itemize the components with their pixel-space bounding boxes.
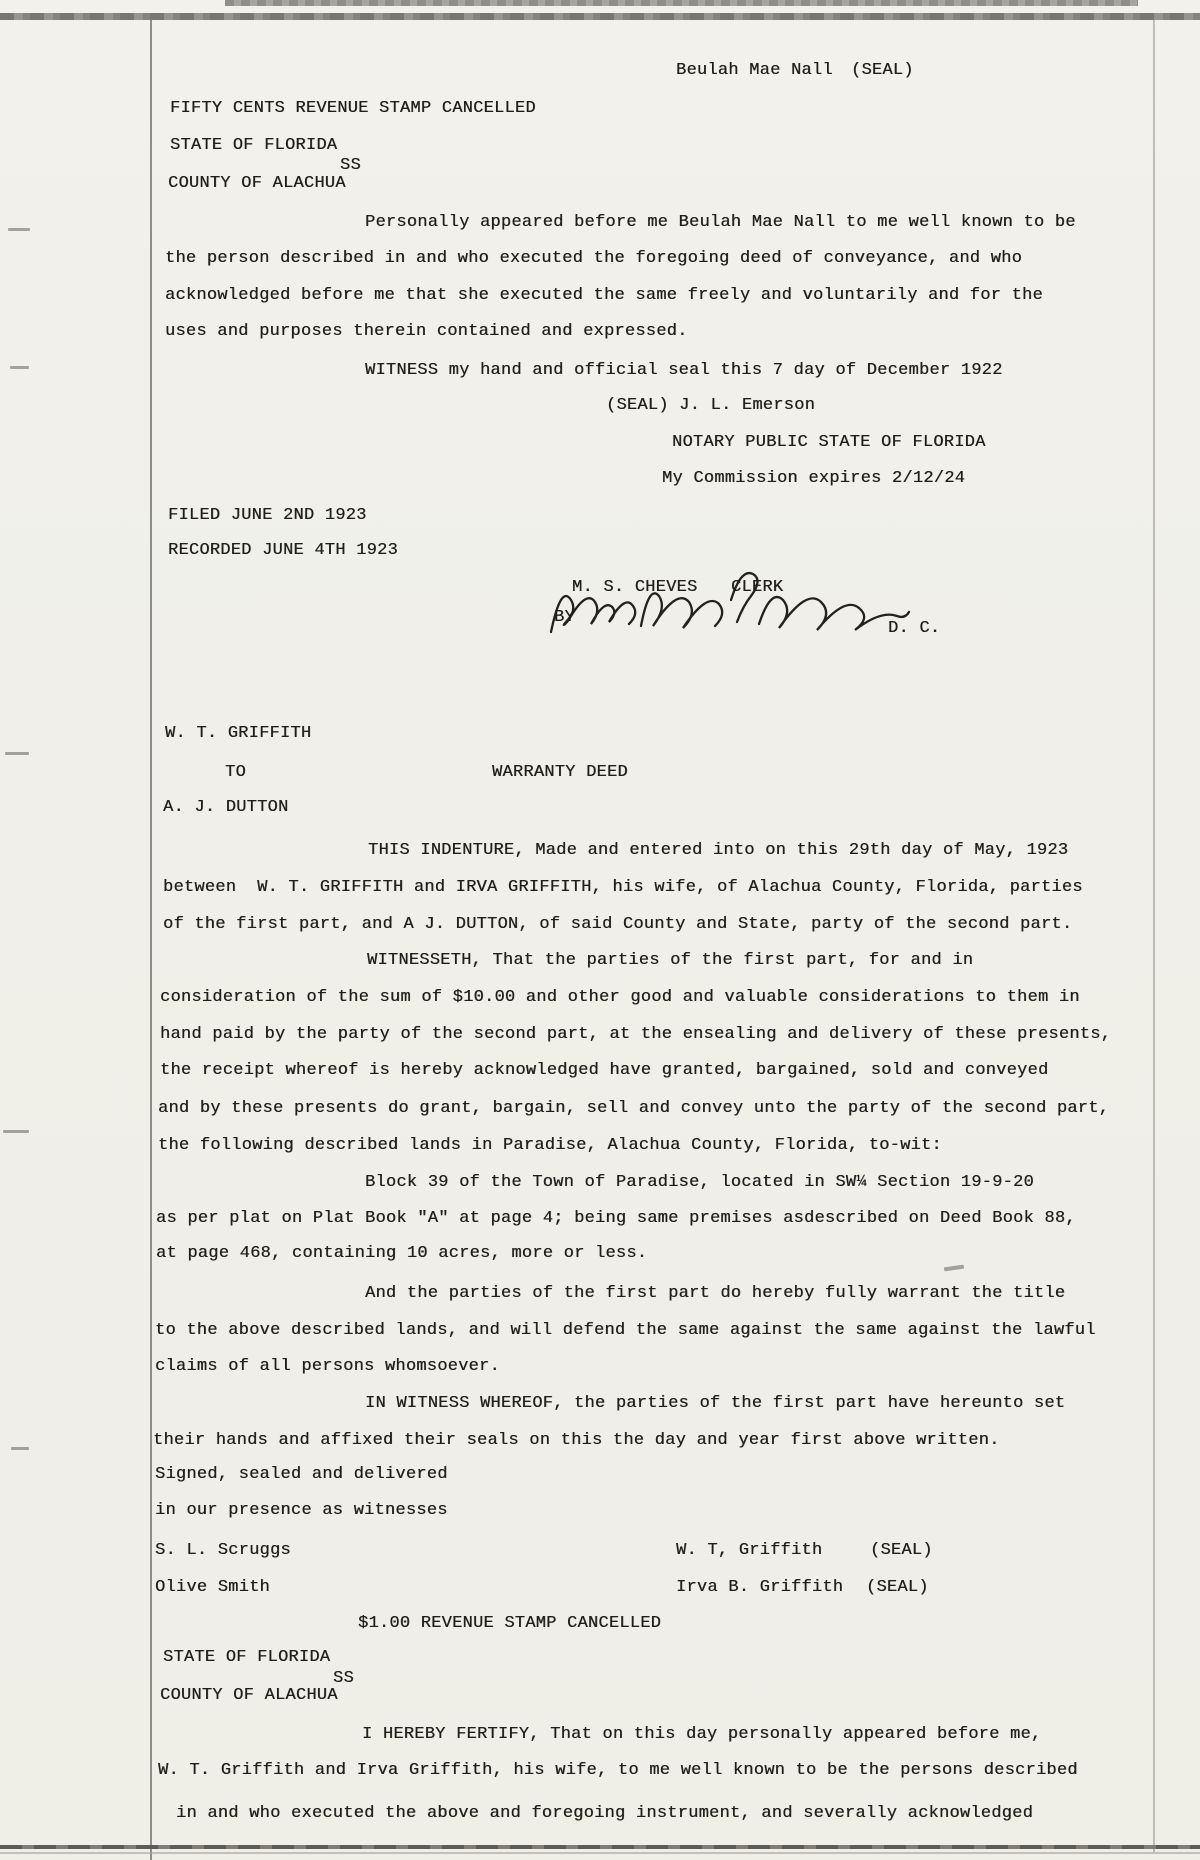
witness-name: S. L. Scruggs <box>155 1541 291 1560</box>
grantor-signature: Irva B. Griffith <box>676 1578 844 1597</box>
text-line: the person described in and who executed the foregoing deed of conveyance, and who <box>165 249 1023 268</box>
text-line: WITNESS my hand and official seal this 7 day of December 1922 <box>365 361 1003 380</box>
property-description: Block 39 of the Town of Paradise, located in SW¼ Section 19-9-20 <box>365 1173 1034 1192</box>
right-margin-rule <box>1153 20 1155 1852</box>
scan-artifact <box>3 1130 29 1133</box>
page-bottom-rule <box>0 1845 1200 1849</box>
scan-artifact <box>11 1447 29 1450</box>
scan-artifact <box>944 1265 964 1272</box>
text-line: and by these presents do grant, bargain, sell and convey unto the party of the second part, <box>158 1099 1110 1118</box>
left-margin-rule <box>150 20 152 1860</box>
text-line: the following described lands in Paradise, Alachua County, Florida, to-wit: <box>158 1136 942 1155</box>
grantor-signature: W. T, Griffith <box>676 1541 823 1560</box>
text-line: uses and purposes therein contained and expressed. <box>165 322 688 341</box>
text-line: COUNTY OF ALACHUA <box>160 1686 338 1705</box>
filed-date: FILED JUNE 2ND 1923 <box>168 506 367 525</box>
text-line: STATE OF FLORIDA <box>163 1648 331 1667</box>
seal-label: (SEAL) <box>870 1541 933 1560</box>
deed-title: WARRANTY DEED <box>492 763 628 782</box>
text-line: Personally appeared before me Beulah Mae Nall to me well known to be <box>365 213 1076 232</box>
text-line: TO <box>225 763 246 782</box>
clerk-name: M. S. CHEVES <box>572 578 698 597</box>
text-line: SS <box>340 156 361 175</box>
page-bottom-rule <box>0 1852 1200 1854</box>
text-line: NOTARY PUBLIC STATE OF FLORIDA <box>672 433 986 452</box>
text-line: of the first part, and A J. DUTTON, of said County and State, party of the second part. <box>163 915 1073 934</box>
seal-label: (SEAL) <box>866 1578 929 1597</box>
recorded-date: RECORDED JUNE 4TH 1923 <box>168 541 398 560</box>
scan-artifact <box>8 228 30 231</box>
text-line: the receipt whereof is hereby acknowledged have granted, bargained, sold and conveyed <box>160 1061 1049 1080</box>
text-line: IN WITNESS WHEREOF, the parties of the first part have hereunto set <box>365 1394 1066 1413</box>
text-line: SS <box>333 1669 354 1688</box>
grantee-name: A. J. DUTTON <box>163 798 289 817</box>
text-line: as per plat on Plat Book "A" at page 4; being same premises asdescribed on Deed Book 88, <box>156 1209 1076 1228</box>
text-line: at page 468, containing 10 acres, more or less. <box>156 1244 648 1263</box>
text-line: WITNESSETH, That the parties of the first part, for and in <box>367 951 974 970</box>
text-line: between W. T. GRIFFITH and IRVA GRIFFITH, his wife, of Alachua County, Florida, parties <box>163 878 1083 897</box>
text-line: to the above described lands, and will defend the same against the same against the lawful <box>155 1321 1096 1340</box>
text-line: I HEREBY FERTIFY, That on this day personally appeared before me, <box>362 1725 1042 1744</box>
seal-label: (SEAL) <box>851 61 914 80</box>
grantor-name: W. T. GRIFFITH <box>165 724 312 743</box>
text-line: CLERK <box>731 578 784 597</box>
text-line: in our presence as witnesses <box>155 1501 448 1520</box>
witness-name: Olive Smith <box>155 1578 270 1597</box>
text-line: claims of all persons whomsoever. <box>155 1357 500 1376</box>
signer-name: Beulah Mae Nall <box>676 61 833 80</box>
text-line: STATE OF FLORIDA <box>170 136 338 155</box>
text-line: My Commission expires 2/12/24 <box>662 469 966 488</box>
revenue-stamp-note: $1.00 REVENUE STAMP CANCELLED <box>358 1614 662 1633</box>
text-line: their hands and affixed their seals on this the day and year first above written. <box>153 1431 1000 1450</box>
scan-artifact <box>5 752 29 755</box>
text-line: W. T. Griffith and Irva Griffith, his wife, to me well known to be the persons described <box>158 1761 1078 1780</box>
text-line: COUNTY OF ALACHUA <box>168 174 346 193</box>
deputy-clerk-label: D. C. <box>888 619 941 638</box>
text-line: And the parties of the first part do hereby fully warrant the title <box>365 1284 1066 1303</box>
text-line: hand paid by the party of the second part, at the ensealing and delivery of these presents, <box>160 1025 1112 1044</box>
scan-edge-band <box>0 13 1200 20</box>
notary-signature-line: (SEAL) J. L. Emerson <box>606 396 816 415</box>
revenue-stamp-note: FIFTY CENTS REVENUE STAMP CANCELLED <box>170 99 536 118</box>
scan-edge-band <box>225 0 1138 6</box>
scan-artifact <box>10 366 29 369</box>
text-line: Signed, sealed and delivered <box>155 1465 448 1484</box>
by-label: BY <box>554 608 575 627</box>
text-line: THIS INDENTURE, Made and entered into on this 29th day of May, 1923 <box>368 841 1069 860</box>
text-line: acknowledged before me that she executed the same freely and voluntarily and for the <box>165 286 1043 305</box>
text-line: in and who executed the above and foregoing instrument, and severally acknowledged <box>176 1804 1034 1823</box>
text-line: consideration of the sum of $10.00 and other good and valuable considerations to them in <box>160 988 1080 1007</box>
